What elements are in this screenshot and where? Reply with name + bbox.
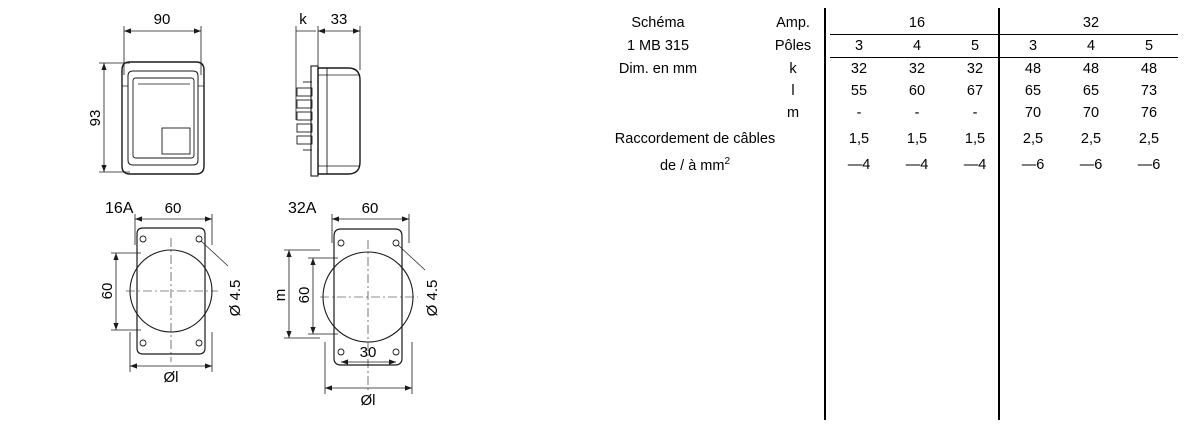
group-header-16: 16	[830, 12, 1004, 35]
poles-16-4: 4	[888, 35, 946, 58]
cable-bot-32-3: —6	[1021, 157, 1045, 173]
row-m-label	[558, 102, 756, 124]
m-16-3: -	[856, 105, 862, 121]
l-16-4: 60	[908, 83, 926, 99]
table-row-cable-top	[558, 124, 1178, 154]
spec-table-area	[548, 0, 1200, 427]
poles-32-5: 5	[1120, 35, 1178, 58]
table-row-dim-l	[558, 80, 1178, 102]
row-cable-label-line2	[558, 154, 830, 176]
row-schema-label: Schéma	[631, 15, 685, 32]
poles-32-3: 3	[1004, 35, 1062, 58]
m-32-3: 70	[1024, 105, 1042, 121]
table-row-amperage	[558, 12, 1178, 35]
cable-top-16-4: 1,5	[906, 131, 928, 147]
cable-top-32-5: 2,5	[1138, 131, 1160, 147]
l-16-5: 67	[966, 83, 984, 99]
l-32-5: 73	[1140, 83, 1158, 99]
cable-bot-16-5: —4	[963, 157, 987, 173]
k-32-5: 48	[1140, 61, 1158, 77]
side-view-k-label: k	[299, 11, 307, 28]
cable-bot-16-4: —4	[905, 157, 929, 173]
flange-32a-inner-label: 30	[359, 344, 377, 361]
front-view-width-label: 90	[153, 11, 171, 28]
cable-bot-32-5: —6	[1137, 157, 1161, 173]
flange-32a-m-label: m	[272, 288, 289, 302]
table-row-dim-m	[558, 102, 1178, 124]
poles-16-3: 3	[830, 35, 888, 58]
flange-16a-bore-label: Øl	[163, 369, 179, 386]
row-poles-label: 1 MB 315	[626, 38, 690, 54]
flange-16a-height-label: 60	[99, 282, 116, 300]
row-dim-unit: k	[789, 60, 797, 77]
l-32-3: 65	[1024, 83, 1042, 99]
cable-top-32-3: 2,5	[1022, 131, 1044, 147]
cable-bot-16-3: —4	[847, 157, 871, 173]
cable-bot-32-4: —6	[1079, 157, 1103, 173]
flange-32a-hole-label: Ø 4.5	[424, 279, 441, 317]
m-16-4: -	[914, 105, 920, 121]
cable-top-16-5: 1,5	[964, 131, 986, 147]
k-32-3: 48	[1024, 61, 1042, 77]
poles-16-5: 5	[946, 35, 1004, 58]
row-cable-label-line2-text: de / à mm	[659, 157, 725, 174]
m-32-5: 76	[1140, 105, 1158, 121]
flange-16a-width-label: 60	[164, 200, 182, 217]
cable-top-16-3: 1,5	[848, 131, 870, 147]
row-poles-unit: Pôles	[774, 38, 812, 54]
table-row-cable-bottom	[558, 154, 1178, 176]
group-header-32: 32	[1004, 12, 1178, 35]
front-view-height-label: 93	[87, 109, 104, 127]
flange-16a-hole-label: Ø 4.5	[227, 279, 244, 317]
flange-32a-height-label: 60	[296, 286, 313, 304]
poles-32-4: 4	[1062, 35, 1120, 58]
flange-32a-title: 32A	[288, 200, 317, 217]
row-schema-unit: Amp.	[776, 15, 810, 32]
row-cable-label-line1: Raccordement de câbles	[614, 131, 776, 147]
row-l-unit: l	[791, 83, 795, 99]
drawings-svg	[0, 0, 540, 427]
flange-32a-bore-label: Øl	[360, 392, 376, 409]
side-view-depth-label: 33	[330, 11, 348, 28]
m-32-4: 70	[1082, 105, 1100, 121]
specification-table	[558, 12, 1178, 176]
flange-16a-title: 16A	[105, 200, 134, 217]
table-row-poles	[558, 35, 1178, 58]
k-16-4: 32	[908, 61, 926, 77]
l-16-3: 55	[850, 83, 868, 99]
row-l-label	[558, 80, 756, 102]
l-32-4: 65	[1082, 83, 1100, 99]
k-16-5: 32	[966, 61, 984, 77]
k-16-3: 32	[850, 61, 868, 77]
row-m-unit: m	[786, 105, 800, 121]
k-32-4: 48	[1082, 61, 1100, 77]
cable-top-32-4: 2,5	[1080, 131, 1102, 147]
technical-drawings	[0, 0, 540, 427]
m-16-5: -	[972, 105, 978, 121]
table-row-dim-k	[558, 58, 1178, 81]
row-cable-label-superscript: 2	[724, 156, 731, 168]
flange-32a-width-label: 60	[361, 200, 379, 217]
row-dim-label: Dim. en mm	[618, 60, 698, 77]
